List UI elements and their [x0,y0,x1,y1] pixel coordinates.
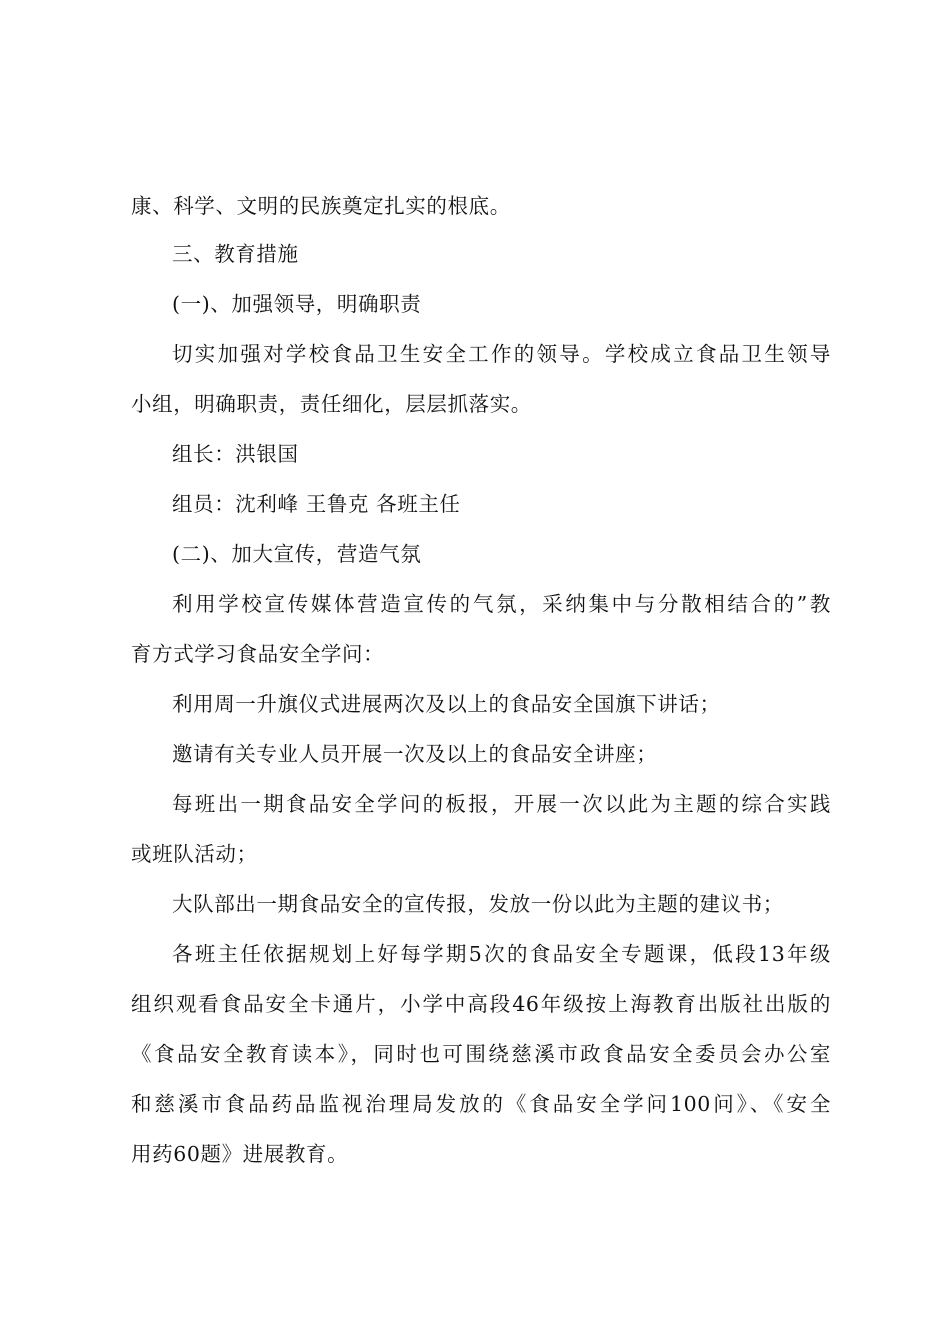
list-item-line: 利用周一升旗仪式进展两次及以上的食品安全国旗下讲话； [172,692,721,716]
subheading-leadership: (一)、加强领导，明确职责 [172,292,422,316]
paragraph-continuation-line: 康、科学、文明的民族奠定扎实的根底。 [131,194,511,218]
paragraph-line: 《食品安全教育读本》，同时也可围绕慈溪市政食品安全委员会办公室 [131,1042,831,1066]
section-heading-education-measures: 三、教育措施 [172,242,299,266]
list-item-line: 邀请有关专业人员开展一次及以上的食品安全讲座； [172,742,658,766]
paragraph-line: 育方式学习食品安全学问： [131,642,385,666]
paragraph-line: 各班主任依据规划上好每学期5次的食品安全专题课，低段13年级 [172,942,831,966]
paragraph-line: 切实加强对学校食品卫生安全工作的领导。学校成立食品卫生领导 [172,342,831,366]
paragraph-line: 或班队活动； [131,842,258,866]
team-members-line: 组员：沈利峰 王鲁克 各班主任 [172,492,461,516]
paragraph-line: 和慈溪市食品药品监视治理局发放的《食品安全学问100问》、《安全 [131,1092,831,1116]
paragraph-line: 利用学校宣传媒体营造宣传的气氛，采纳集中与分散相结合的”教 [172,592,831,616]
paragraph-line: 每班出一期食品安全学问的板报，开展一次以此为主题的综合实践 [172,792,831,816]
paragraph-line: 小组，明确职责，责任细化，层层抓落实。 [131,392,532,416]
paragraph-line: 用药60题》进展教育。 [131,1142,349,1166]
paragraph-line: 组织观看食品安全卡通片，小学中高段46年级按上海教育出版社出版的 [131,992,831,1016]
subheading-publicity: (二)、加大宣传，营造气氛 [172,542,422,566]
list-item-line: 大队部出一期食品安全的宣传报，发放一份以此为主题的建议书； [172,892,784,916]
team-leader-line: 组长：洪银国 [172,442,299,466]
